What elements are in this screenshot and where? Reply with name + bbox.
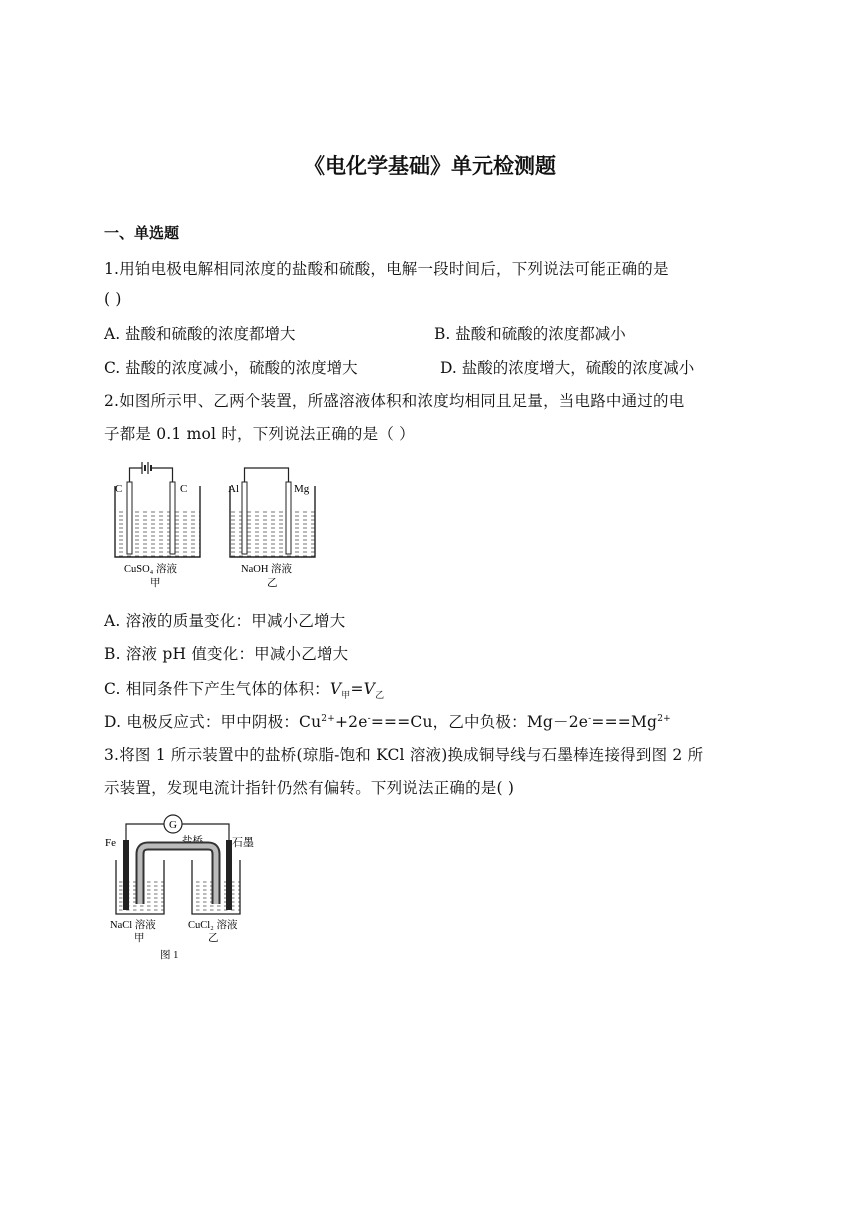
q2-option-b: B. 溶液 pH 值变化：甲减小乙增大 xyxy=(104,645,349,663)
label-mg: Mg xyxy=(294,483,310,495)
figure-caption: 图 1 xyxy=(160,950,179,961)
label-naoh: NaOH 溶液 xyxy=(241,564,293,575)
q2-option-c: C. 相同条件下产生气体的体积：$V_甲=V_乙$ xyxy=(104,680,385,702)
q1-option-d: D. 盐酸的浓度增大，硫酸的浓度减小 xyxy=(440,359,695,377)
section-heading: 一、单选题 xyxy=(104,224,180,242)
q1-option-a: A. 盐酸和硫酸的浓度都增大 xyxy=(104,325,296,343)
q1-paren: ( ) xyxy=(104,290,122,308)
q3-figure xyxy=(104,812,264,964)
page-title: 《电化学基础》单元检测题 xyxy=(304,154,556,178)
label-al: Al xyxy=(228,483,239,495)
label-jia: 甲 xyxy=(150,578,161,589)
beaker-yi xyxy=(228,468,315,589)
label-nacl: NaCl 溶液 xyxy=(110,920,156,931)
q3-line2: 示装置，发现电流计指针仍然有偏转。下列说法正确的是( ) xyxy=(104,779,515,797)
q1-text: 1.用铂电极电解相同浓度的盐酸和硫酸，电解一段时间后，下列说法可能正确的是 xyxy=(104,260,669,278)
q1-option-b: B. 盐酸和硫酸的浓度都减小 xyxy=(434,325,626,343)
label-yi-3: 乙 xyxy=(208,933,219,944)
beaker-jia xyxy=(115,462,200,589)
q2-line2: 子都是 0.1 mol 时，下列说法正确的是（ ） xyxy=(104,425,415,443)
label-c-left: C xyxy=(115,483,123,495)
electrode-graphite xyxy=(226,840,232,910)
label-c-right: C xyxy=(180,483,188,495)
q2-line1: 2.如图所示甲、乙两个装置，所盛溶液体积和浓度均相同且足量，当电路中通过的电 xyxy=(104,392,685,410)
label-yi: 乙 xyxy=(267,578,278,589)
battery-icon xyxy=(142,462,151,474)
electrode-fe xyxy=(123,840,129,910)
q2-option-a: A. 溶液的质量变化：甲减小乙增大 xyxy=(104,612,346,630)
q3-line1: 3.将图 1 所示装置中的盐桥(琼脂-饱和 KCl 溶液)换成铜导线与石墨棒连接得到图 2 所 xyxy=(104,746,704,764)
label-g: G xyxy=(169,819,177,831)
q2-figure xyxy=(110,458,320,590)
label-salt-bridge: 盐桥 xyxy=(182,836,203,847)
label-graphite: 石墨 xyxy=(232,837,254,849)
q2-option-d: D. 电极反应式：甲中阴极：$Cu^{2+}+2e^-===Cu$，乙中负极：$Mg-2e^-===Mg^{2+}$ xyxy=(104,713,671,731)
electrode-left-2 xyxy=(170,482,175,554)
q1-option-c: C. 盐酸的浓度减小，硫酸的浓度增大 xyxy=(104,359,358,377)
electrode-left-1 xyxy=(127,482,132,554)
electrode-mg xyxy=(286,482,291,554)
label-fe: Fe xyxy=(105,837,116,849)
label-cucl2: CuCl₂ 溶液 xyxy=(188,920,238,931)
label-cuso4: CuSO₄ 溶液 xyxy=(124,564,177,575)
electrode-al xyxy=(242,482,247,554)
label-jia-3: 甲 xyxy=(134,933,145,944)
